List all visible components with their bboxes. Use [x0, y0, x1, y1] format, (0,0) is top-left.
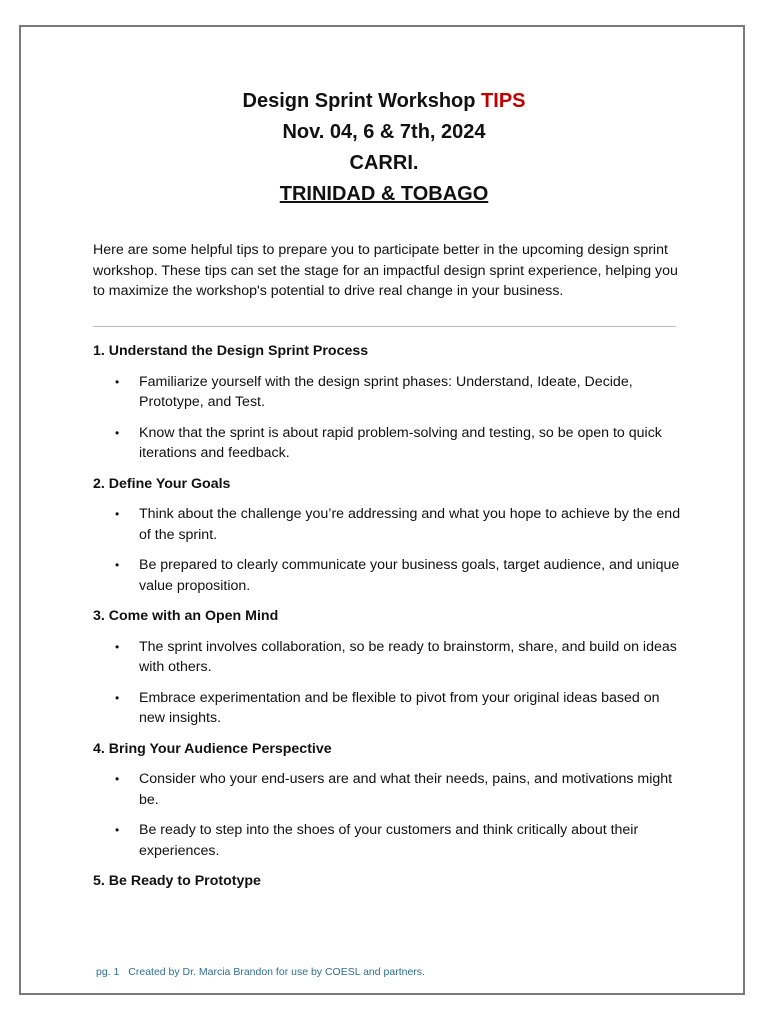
list-item-text: Embrace experimentation and be flexible to pivot from your original ideas based on new insights.: [139, 689, 660, 726]
organization-name: CARRI.: [349, 152, 419, 174]
list-item: [93, 688, 683, 729]
list-item: [93, 555, 683, 596]
location-name: TRINIDAD & TOBAGO: [279, 183, 489, 205]
list-item-text: Consider who your end-users are and what their needs, pains, and motivations might be.: [139, 771, 673, 808]
bullet-icon: •: [115, 823, 120, 837]
document-header: [0, 86, 768, 210]
intro-paragraph: Here are some helpful tips to prepare you to participate better in the upcoming design sprint workshop. These tips can set the stage for an impactful design sprint experience, helping you to maximize the workshop's potential to drive real change in your business.: [93, 242, 678, 299]
bullet-list: [93, 372, 683, 464]
bullet-icon: •: [115, 425, 120, 440]
list-item-text: The sprint involves collaboration, so be ready to brainstorm, share, and build on ideas with others.: [139, 638, 677, 675]
workshop-dates: Nov. 04, 6 & 7th, 2024: [282, 121, 486, 143]
tips-sections: [93, 341, 683, 902]
page-footer: [96, 966, 425, 978]
divider-rule: [93, 326, 676, 327]
section-heading: 5. Be Ready to Prototype: [93, 873, 261, 889]
bullet-icon: •: [115, 558, 120, 572]
bullet-list: [93, 504, 683, 596]
bullet-list: [93, 769, 683, 861]
list-item-text: Be prepared to clearly communicate your business goals, target audience, and unique value proposition.: [139, 557, 680, 594]
list-item-text: Think about the challenge you’re addressing and what you hope to achieve by the end of the sprint.: [139, 506, 681, 543]
list-item-text: Familiarize yourself with the design sprint phases: Understand, Ideate, Decide, Prototype, and Test.: [139, 373, 633, 410]
bullet-icon: •: [115, 690, 120, 705]
document-title: [0, 86, 768, 117]
bullet-icon: •: [115, 374, 120, 389]
list-item-text: Be ready to step into the shoes of your customers and think critically about their experiences.: [139, 822, 639, 859]
bullet-icon: •: [115, 772, 120, 786]
list-item: [93, 423, 683, 464]
footer-credit: Created by Dr. Marcia Brandon for use by COESL and partners.: [128, 966, 425, 978]
list-item: [93, 372, 683, 413]
list-item: [93, 504, 683, 545]
list-item: [93, 820, 683, 861]
list-item: [93, 637, 683, 678]
bullet-icon: •: [115, 507, 120, 521]
list-item: [93, 769, 683, 810]
page-number: pg. 1: [96, 966, 120, 978]
list-item-text: Know that the sprint is about rapid problem-solving and testing, so be open to quick iterations and feedback.: [139, 424, 662, 461]
section-heading: 2. Define Your Goals: [93, 475, 231, 492]
title-accent: TIPS: [481, 90, 526, 112]
bullet-icon: •: [115, 639, 120, 654]
section-heading: 1. Understand the Design Sprint Process: [93, 343, 369, 359]
section-heading: 3. Come with an Open Mind: [93, 608, 279, 624]
title-text: Design Sprint Workshop: [242, 90, 476, 112]
section-heading: 4. Bring Your Audience Perspective: [93, 740, 332, 757]
bullet-list: [93, 637, 683, 729]
